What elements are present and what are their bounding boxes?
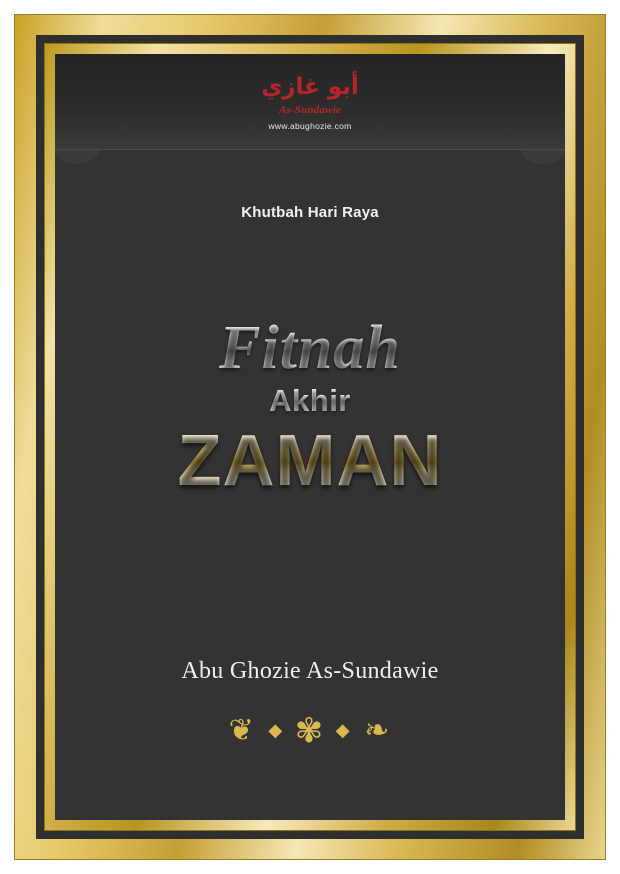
title-line-3-wrap (55, 419, 565, 502)
logo-arabic-text: أبو غازي (261, 74, 359, 100)
title-line-2: Akhir (269, 383, 351, 419)
cover-title-block (55, 314, 565, 502)
ornament-spacer-right-icon: ◆ (335, 720, 352, 741)
ornament-spacer-left-icon: ◆ (268, 720, 285, 741)
title-line-1-wrap (55, 316, 565, 381)
title-line-3: ZAMAN (177, 421, 443, 502)
title-line-1: Fitnah (219, 314, 401, 382)
ornament-right-icon: ❧ (364, 713, 392, 748)
cover-content-panel (55, 54, 565, 820)
logo-name-text: As-Sundawie (278, 104, 342, 116)
publisher-logo (55, 76, 565, 131)
ornament-center-icon: ✾ (294, 711, 326, 751)
logo-website-url: www.abughozie.com (268, 121, 352, 131)
ornament-divider (55, 711, 565, 751)
ornament-left-icon: ❦ (228, 713, 256, 748)
author-name: Abu Ghozie As-Sundawie (181, 658, 439, 684)
title-line-2-wrap (55, 381, 565, 419)
cover-kicker: Khutbah Hari Raya (241, 204, 379, 221)
